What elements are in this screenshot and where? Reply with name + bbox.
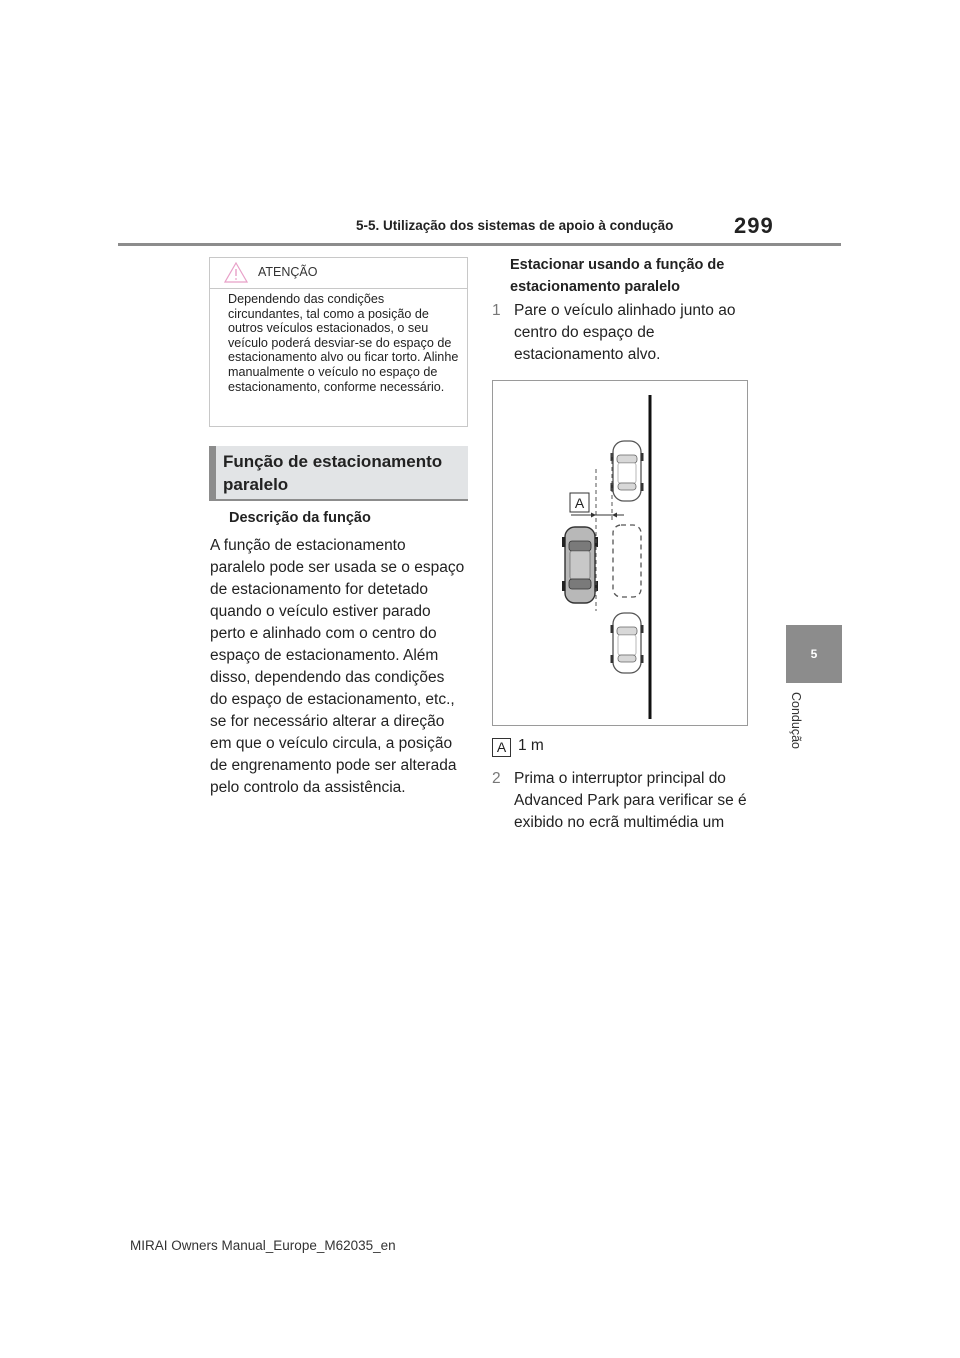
warning-title: ATENÇÃO <box>258 265 318 279</box>
procedure-subhead: Estacionar usando a função de estacionamento paralelo <box>510 257 725 295</box>
callout-a-label: A <box>574 495 585 511</box>
warning-box <box>209 257 468 427</box>
section-heading-text: Função de estacionamento paralelo <box>223 452 443 494</box>
section-heading <box>209 446 468 501</box>
chapter-label-text: Condução <box>789 692 803 749</box>
header-rule <box>118 243 841 246</box>
chapter-tab[interactable]: 5 <box>786 625 842 683</box>
parked-car-rear <box>611 613 644 673</box>
legend-value-a: 1 m <box>518 737 544 754</box>
parked-car-front <box>611 441 644 501</box>
step-2-number: 2 <box>492 770 501 787</box>
warning-triangle-icon <box>224 262 248 283</box>
chapter-label <box>785 692 805 772</box>
heading-accent <box>209 446 216 499</box>
footer-text: MIRAI Owners Manual_Europe_M62035_en <box>130 1238 396 1253</box>
function-description-text: A função de estacionamento paralelo pode ser usada se o espaço de estacionamento for detetado quando o veículo estiver parado perto e alinhado com o centro do espaço de estacionamento. Além disso, dependendo das condições do espaço de estacionamento, etc., se for necessário alterar a direção em que o veículo circula, a posição de engrenamento pode ser alterada pelo controlo da assistência. <box>210 537 465 796</box>
warning-header <box>210 258 467 289</box>
page-number: 299 <box>734 213 774 238</box>
target-parking-space <box>613 525 641 597</box>
section-title: 5-5. Utilização dos sistemas de apoio à condução <box>356 218 674 233</box>
parking-diagram <box>493 381 747 725</box>
step-1-text: Pare o veículo alinhado junto ao centro do espaço de estacionamento alvo. <box>514 302 736 363</box>
parking-illustration <box>492 380 748 726</box>
own-vehicle <box>562 527 598 603</box>
step-1-number: 1 <box>492 302 501 319</box>
warning-text: Dependendo das condições circundantes, tal como a posição de outros veículos estacionados, o seu veículo poderá desviar-se do espaço de estacionamento alvo ou ficar torto. Alinhe manualmente o veículo no espaço de estacionamento, conforme necessário. <box>228 292 459 394</box>
step-2-text: Prima o interruptor principal do Advanced Park para verificar se é exibido no ecrã multimédia um <box>514 770 747 831</box>
function-description-subhead: Descrição da função <box>229 510 371 526</box>
legend-key-a: A <box>492 738 511 757</box>
